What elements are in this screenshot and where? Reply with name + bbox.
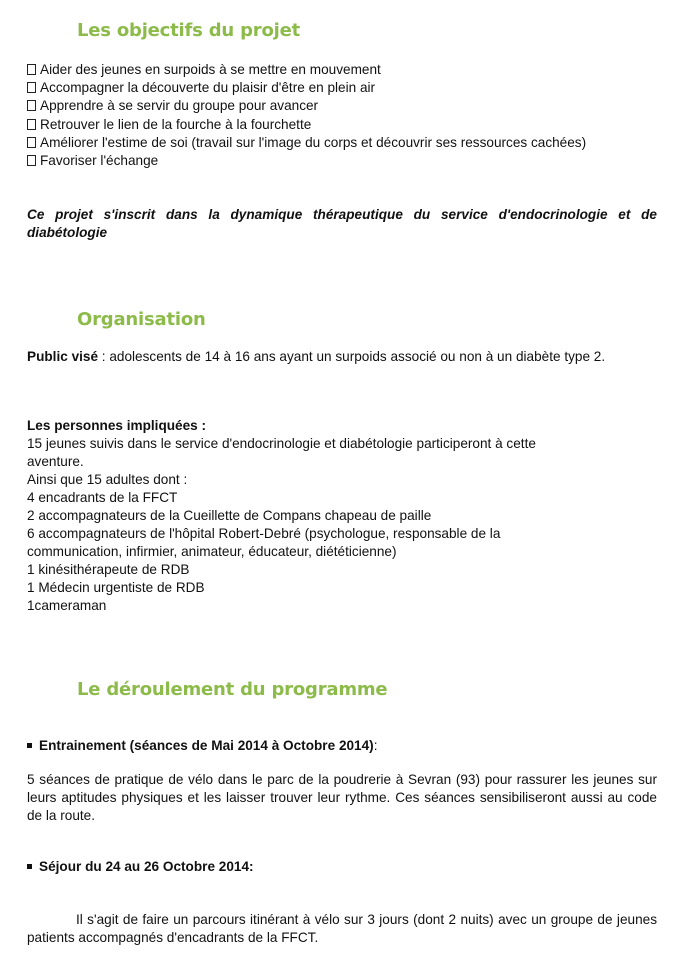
list-item: Retrouver le lien de la fourche à la fourchette	[27, 116, 657, 134]
missing-glyph-icon	[27, 82, 36, 93]
list-item: Favoriser l'échange	[27, 152, 657, 170]
personnes-line: communication, infirmier, animateur, éducateur, diététicienne)	[27, 544, 397, 559]
list-item: Accompagner la découverte du plaisir d'être en plein air	[27, 79, 657, 97]
list-item: Aider des jeunes en surpoids à se mettre en mouvement	[27, 61, 657, 79]
heading-deroulement: Le déroulement du programme	[77, 679, 388, 700]
square-bullet-icon	[27, 743, 32, 748]
public-vise-label: Public visé	[27, 349, 99, 364]
sejour-text: Il s'agit de faire un parcours itinérant à vélo sur 3 jours (dont 2 nuits) avec un groupe de jeunes patients accompagnés d'encadrants de la FFCT.	[27, 912, 657, 945]
missing-glyph-icon	[27, 137, 36, 148]
personnes-line: 15 jeunes suivis dans le service d'endocrinologie et diabétologie participeront à cette	[27, 436, 536, 451]
missing-glyph-icon	[27, 64, 36, 75]
public-vise-paragraph	[27, 348, 657, 366]
personnes-label: Les personnes impliquées :	[27, 418, 207, 433]
personnes-line: 1cameraman	[27, 598, 107, 613]
public-vise-text: : adolescents de 14 à 16 ans ayant un surpoids associé ou non à un diabète type 2.	[98, 349, 606, 364]
list-item: Améliorer l'estime de soi (travail sur l'image du corps et découvrir ses ressources cachées)	[27, 134, 657, 152]
personnes-line: aventure.	[27, 454, 84, 469]
entrainement-label: Entrainement (séances de Mai 2014 à Octobre 2014)	[39, 738, 374, 753]
missing-glyph-icon	[27, 100, 36, 111]
heading-organisation: Organisation	[77, 309, 206, 330]
personnes-block	[27, 417, 657, 615]
list-item: Apprendre à se servir du groupe pour avancer	[27, 97, 657, 115]
project-note: Ce projet s'inscrit dans la dynamique thérapeutique du service d'endocrinologie et de diabétologie	[27, 207, 657, 240]
personnes-line: Ainsi que 15 adultes dont :	[27, 472, 188, 487]
sejour-heading	[27, 858, 657, 876]
missing-glyph-icon	[27, 155, 36, 166]
personnes-line: 2 accompagnateurs de la Cueillette de Compans chapeau de paille	[27, 508, 432, 523]
heading-objectifs: Les objectifs du projet	[77, 20, 301, 41]
personnes-line: 1 Médecin urgentiste de RDB	[27, 580, 205, 595]
sejour-label: Séjour du 24 au 26 Octobre 2014:	[39, 859, 254, 874]
personnes-line: 4 encadrants de la FFCT	[27, 490, 178, 505]
entrainement-text: 5 séances de pratique de vélo dans le parc de la poudrerie à Sevran (93) pour rassurer les jeunes sur leurs aptitudes physiques et les laisser trouver leur rythme. Ces séances sensibiliseront aussi au code de la route.	[27, 772, 657, 823]
missing-glyph-icon	[27, 119, 36, 130]
personnes-line: 6 accompagnateurs de l'hôpital Robert-Debré (psychologue, responsable de la	[27, 526, 501, 541]
entrainement-heading: Entrainement (séances de Mai 2014 à Octobre 2014):	[27, 737, 657, 755]
square-bullet-icon	[27, 864, 32, 869]
objectives-list	[27, 61, 657, 170]
personnes-line: 1 kinésithérapeute de RDB	[27, 562, 190, 577]
